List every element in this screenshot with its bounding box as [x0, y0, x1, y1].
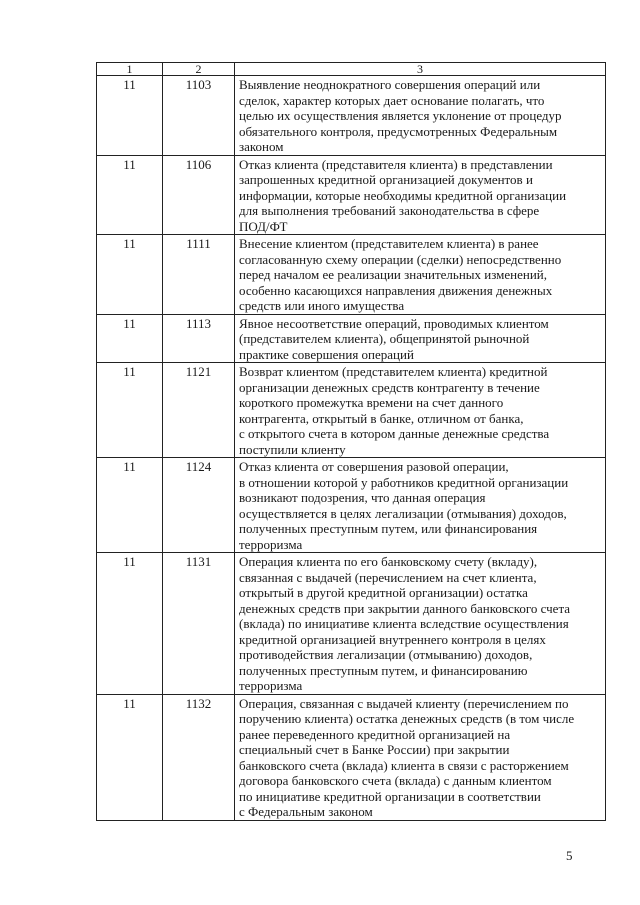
- description-line: кредитной организацией внутреннего контроля в целях: [239, 631, 546, 647]
- description-line: обязательного контроля, предусмотренных Федеральным: [239, 123, 558, 139]
- row-description: [235, 235, 606, 315]
- description-line: поступили клиенту: [239, 441, 346, 457]
- description-line: поручению клиента) остатка денежных средств (в том числе: [239, 711, 575, 726]
- row-group-code: 11: [97, 76, 163, 156]
- description-line: (представителем клиента), общепринятой рыночной: [239, 331, 530, 346]
- table-body: [97, 76, 606, 821]
- row-description: [235, 363, 606, 458]
- description-line: Возврат клиентом (представителем клиента) кредитной: [239, 364, 548, 379]
- description-line: перед началом ее реализации значительных изменений,: [239, 267, 548, 282]
- description-line: Выявление неоднократного совершения операций или: [239, 77, 541, 92]
- table-header-row: [97, 63, 606, 76]
- description-line: осуществляется в целях легализации (отмывания) доходов,: [239, 505, 567, 521]
- row-indicator-code: 1113: [163, 314, 235, 363]
- description-line: по инициативе кредитной организации в соответствии: [239, 788, 541, 804]
- description-line: сделок, характер которых дает основание полагать, что: [239, 92, 545, 108]
- row-indicator-code: 1124: [163, 458, 235, 553]
- description-line: связанная с выдачей (перечислением на счет клиента,: [239, 569, 537, 585]
- description-line: особенно касающихся направления движения денежных: [239, 282, 553, 298]
- row-indicator-code: 1121: [163, 363, 235, 458]
- row-indicator-code: 1111: [163, 235, 235, 315]
- row-group-code: 11: [97, 363, 163, 458]
- description-line: Операция клиента по его банковскому счету (вкладу),: [239, 554, 538, 569]
- description-line: контрагента, открытый в банке, отличном от банка,: [239, 410, 524, 426]
- description-line: Внесение клиентом (представителем клиента) в ранее: [239, 236, 539, 251]
- row-indicator-code: 1103: [163, 76, 235, 156]
- row-description: [235, 314, 606, 363]
- description-line: ПОД/ФТ: [239, 218, 288, 234]
- description-line: короткого промежутка времени на счет данного: [239, 395, 504, 410]
- description-line: открытый в другой кредитной организации) остатка: [239, 585, 528, 600]
- description-line: организации денежных средств контрагенту в течение: [239, 379, 540, 395]
- description-line: противодействия легализации (отмыванию) доходов,: [239, 647, 533, 662]
- description-line: специальный счет в Банке России) при закрытии: [239, 742, 510, 757]
- description-line: для выполнения требований законодательства в сфере: [239, 203, 540, 218]
- row-group-code: 11: [97, 314, 163, 363]
- description-line: денежных средств при закрытии данного банковского счета: [239, 600, 571, 616]
- description-line: полученных преступным путем, и финансированию: [239, 662, 528, 678]
- table-row: [97, 458, 606, 553]
- description-line: Отказ клиента (представителя клиента) в представлении: [239, 156, 553, 172]
- row-group-code: 11: [97, 155, 163, 235]
- row-group-code: 11: [97, 235, 163, 315]
- header-col-3: 3: [235, 63, 606, 76]
- table-row: [97, 76, 606, 156]
- row-indicator-code: 1132: [163, 694, 235, 820]
- description-line: запрошенных кредитной организацией документов и: [239, 172, 533, 187]
- description-line: Явное несоответствие операций, проводимых клиентом: [239, 315, 549, 331]
- header-col-1: 1: [97, 63, 163, 76]
- row-description: [235, 155, 606, 235]
- row-group-code: 11: [97, 694, 163, 820]
- description-line: информации, которые необходимы кредитной организации: [239, 187, 567, 203]
- description-line: банковского счета (вклада) клиента в связи с расторжением: [239, 757, 569, 773]
- row-description: [235, 76, 606, 156]
- table-row: [97, 235, 606, 315]
- table-row: [97, 694, 606, 820]
- description-line: Отказ клиента от совершения разовой операции,: [239, 459, 509, 474]
- description-line: возникают подозрения, что данная операция: [239, 490, 486, 505]
- indicator-table: [96, 62, 606, 821]
- description-line: согласованную схему операции (сделки) непосредственно: [239, 251, 562, 267]
- row-indicator-code: 1131: [163, 553, 235, 695]
- row-description: [235, 694, 606, 820]
- header-col-2: 2: [163, 63, 235, 76]
- description-line: (вклада) по инициативе клиента вследствие осуществления: [239, 616, 569, 631]
- description-line: практике совершения операций: [239, 346, 414, 362]
- description-line: договора банковского счета (вклада) с данным клиентом: [239, 773, 552, 788]
- description-line: Операция, связанная с выдачей клиенту (перечислением по: [239, 695, 569, 711]
- row-indicator-code: 1106: [163, 155, 235, 235]
- row-description: [235, 553, 606, 695]
- table-row: [97, 553, 606, 695]
- description-line: законом: [239, 139, 284, 154]
- page-number: 5: [566, 848, 573, 863]
- table-row: [97, 363, 606, 458]
- table-row: [97, 314, 606, 363]
- description-line: с Федеральным законом: [239, 804, 373, 819]
- description-line: средств или иного имущества: [239, 298, 405, 313]
- description-line: терроризма: [239, 678, 303, 693]
- description-line: терроризма: [239, 536, 303, 552]
- description-line: в отношении которой у работников кредитной организации: [239, 474, 569, 490]
- row-group-code: 11: [97, 553, 163, 695]
- description-line: ранее переведенного кредитной организацией на: [239, 726, 511, 742]
- description-line: полученных преступным путем, или финансирования: [239, 521, 538, 536]
- description-line: целью их осуществления является уклонение от процедур: [239, 108, 562, 123]
- row-group-code: 11: [97, 458, 163, 553]
- table-row: [97, 155, 606, 235]
- description-line: с открытого счета в котором данные денежные средства: [239, 426, 550, 441]
- row-description: [235, 458, 606, 553]
